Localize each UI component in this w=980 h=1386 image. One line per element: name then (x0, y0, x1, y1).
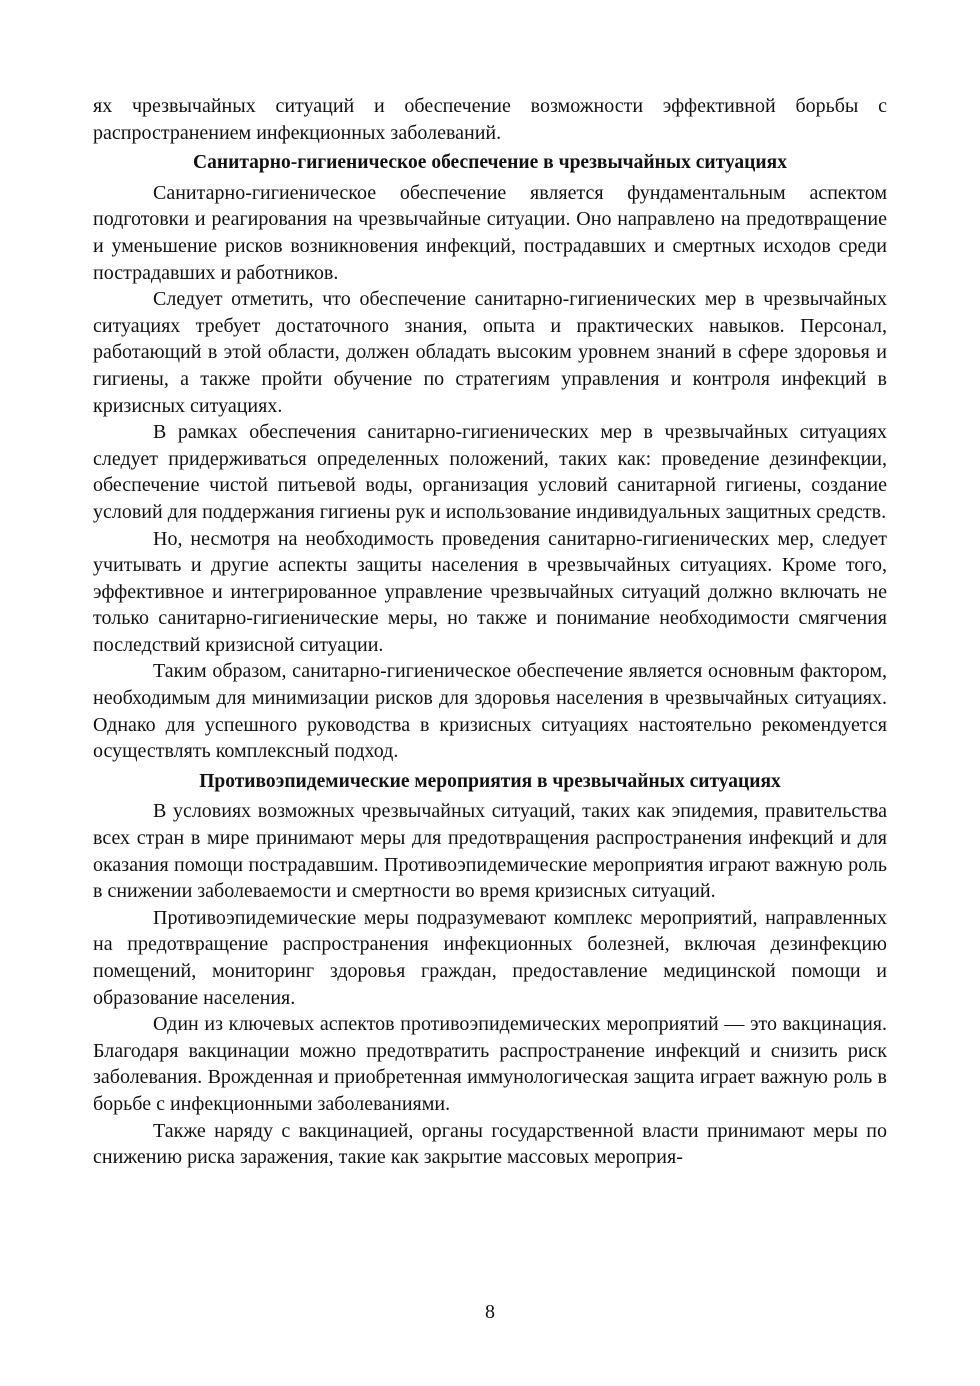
paragraph: В рамках обеспечения санитарно-гигиенических мер в чрезвычайных ситуациях следует придерживаться определенных положений, таких как: проведение дезинфекции, обеспечение чистой питьевой воды, организация условий санитарной гигиены, создание условий для поддержания гигиены рук и использование индивидуальных защитных средств. (93, 421, 887, 523)
page-number: 8 (485, 1301, 495, 1323)
document-page (93, 93, 887, 1171)
paragraph: Противоэпидемические меры подразумевают комплекс мероприятий, направленных на предотвращение распространения инфекционных болезней, включая дезинфекцию помещений, мониторинг здоровья граждан, предоставление медицинской помощи и образование населения. (93, 906, 887, 1009)
section-heading-sanitary: Санитарно-гигиеническое обеспечение в чрезвычайных ситуациях (193, 152, 787, 174)
paragraph: В условиях возможных чрезвычайных ситуаций, таких как эпидемия, правительства всех стран в мире принимают меры для предотвращения распространения инфекций и для оказания помощи пострадавшим. Противоэпидемические мероприятия играют важную роль в снижении заболеваемости и смертности во время кризисных ситуаций. (93, 800, 887, 903)
continuation-paragraph: ях чрезвычайных ситуаций и обеспечение возможности эффективной борьбы с распространением инфекционных заболеваний. (93, 95, 887, 144)
paragraph: Также наряду с вакцинацией, органы государственной власти принимают меры по снижению риска заражения, такие как закрытие массовых мероприя- (93, 1119, 887, 1169)
paragraph: Следует отметить, что обеспечение санитарно-гигиенических мер в чрезвычайных ситуациях требует достаточного знания, опыта и практических навыков. Персонал, работающий в этой области, должен обладать высоким уровнем знаний в сфере здоровья и гигиены, а также пройти обучение по стратегиям управления и контроля инфекций в кризисных ситуациях. (93, 288, 887, 417)
paragraph: Санитарно-гигиеническое обеспечение является фундаментальным аспектом подготовки и реагирования на чрезвычайные ситуации. Оно направлено на предотвращение и уменьшение рисков возникновения инфекций, пострадавших и смертных исходов среди пострадавших и работников. (93, 181, 887, 284)
paragraph: Но, несмотря на необходимость проведения санитарно-гигиенических мер, следует учитывать и другие аспекты защиты населения в чрезвычайных ситуациях. Кроме того, эффективное и интегрированное управление чрезвычайных ситуаций должно включать не только санитарно-гигиенические меры, но также и понимание необходимости смягчения последствий кризисной ситуации. (93, 527, 887, 656)
paragraph: Один из ключевых аспектов противоэпидемических мероприятий — это вакцинация. Благодаря вакцинации можно предотвратить распространение инфекций и снизить риск заболевания. Врожденная и приобретенная иммунологическая защита играет важную роль в борьбе с инфекционными заболеваниями. (93, 1013, 887, 1115)
section-heading-antiepidemic: Противоэпидемические мероприятия в чрезвычайных ситуациях (199, 770, 781, 792)
paragraph: Таким образом, санитарно-гигиеническое обеспечение является основным фактором, необходимым для минимизации рисков для здоровья населения в чрезвычайных ситуациях. Однако для успешного руководства в кризисных ситуациях настоятельно рекомендуется осуществлять комплексный подход. (93, 660, 887, 763)
